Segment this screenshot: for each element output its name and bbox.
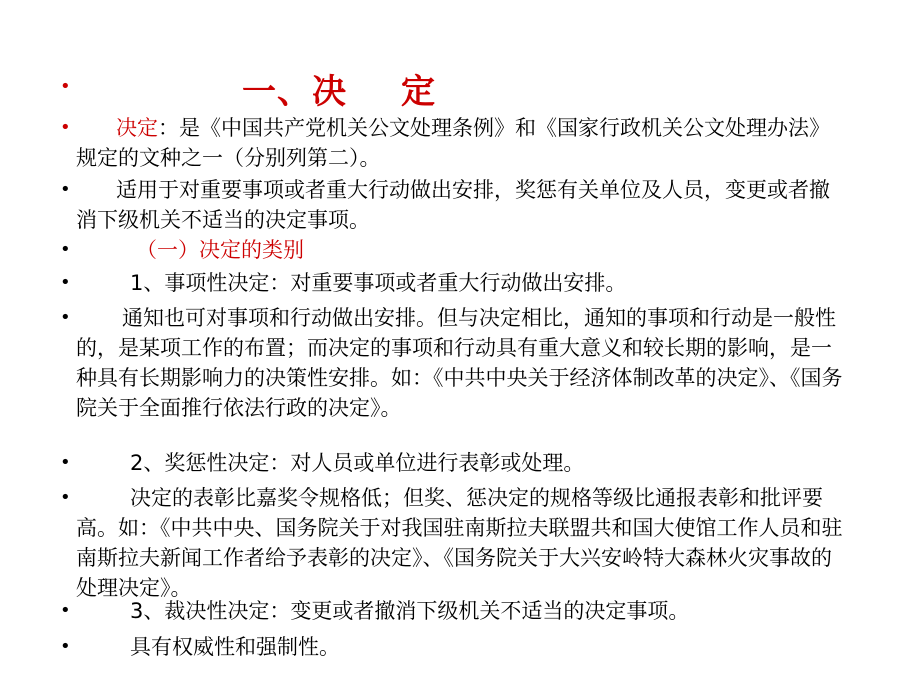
section-heading: （一）决定的类别	[136, 238, 304, 262]
bullet: •	[60, 272, 71, 293]
bullet: •	[60, 636, 71, 657]
term-label: 决定	[116, 116, 158, 140]
bullet: •	[60, 76, 71, 97]
bullet: •	[60, 307, 71, 328]
bullet: •	[60, 487, 71, 508]
bullet: •	[60, 452, 71, 473]
list-item	[60, 596, 850, 626]
list-item	[60, 303, 850, 423]
slide-title: 一、决 定	[242, 72, 436, 112]
bullet: •	[60, 239, 71, 260]
item-text: 具有权威性和强制性。	[130, 635, 340, 659]
list-item	[60, 632, 850, 662]
bullet: •	[60, 179, 71, 200]
bullet: •	[60, 117, 71, 138]
bullet: •	[60, 600, 71, 621]
list-item	[60, 235, 850, 265]
list-item	[60, 113, 850, 173]
list-item	[60, 483, 850, 603]
item-text: 适用于对重要事项或者重大行动做出安排，奖惩有关单位及人员，变更或者撤消下级机关不适当的决定事项。	[76, 178, 830, 232]
item-text: 1、事项性决定：对重要事项或者重大行动做出安排。	[130, 271, 627, 295]
list-item	[60, 268, 850, 298]
list-item	[60, 175, 850, 235]
list-item	[60, 448, 850, 478]
item-text: 3、裁决性决定：变更或者撤消下级机关不适当的决定事项。	[130, 599, 690, 623]
title-row	[60, 72, 850, 116]
item-text: 决定的表彰比嘉奖令规格低；但奖、惩决定的规格等级比通报表彰和批评要高。如：《中共中央、国务院关于对我国驻南斯拉夫联盟共和国大使馆工作人员和驻南斯拉夫新闻工作者给予表彰的决定》、《国务院关于大兴安岭特大森林火灾事故的处理决定》。	[76, 486, 843, 600]
item-text: ：是《中国共产党机关公文处理条例》和《国家行政机关公文处理办法》规定的文种之一（分别列第二）。	[76, 116, 830, 170]
item-text: 2、奖惩性决定：对人员或单位进行表彰或处理。	[130, 451, 585, 475]
item-text: 通知也可对事项和行动做出安排。但与决定相比，通知的事项和行动是一般性的，是某项工作的布置；而决定的事项和行动具有重大意义和较长期的影响，是一种具有长期影响力的决策性安排。如：《中共中央关于经济体制改革的决定》、《国务院关于全面推行依法行政的决定》。	[76, 306, 843, 420]
